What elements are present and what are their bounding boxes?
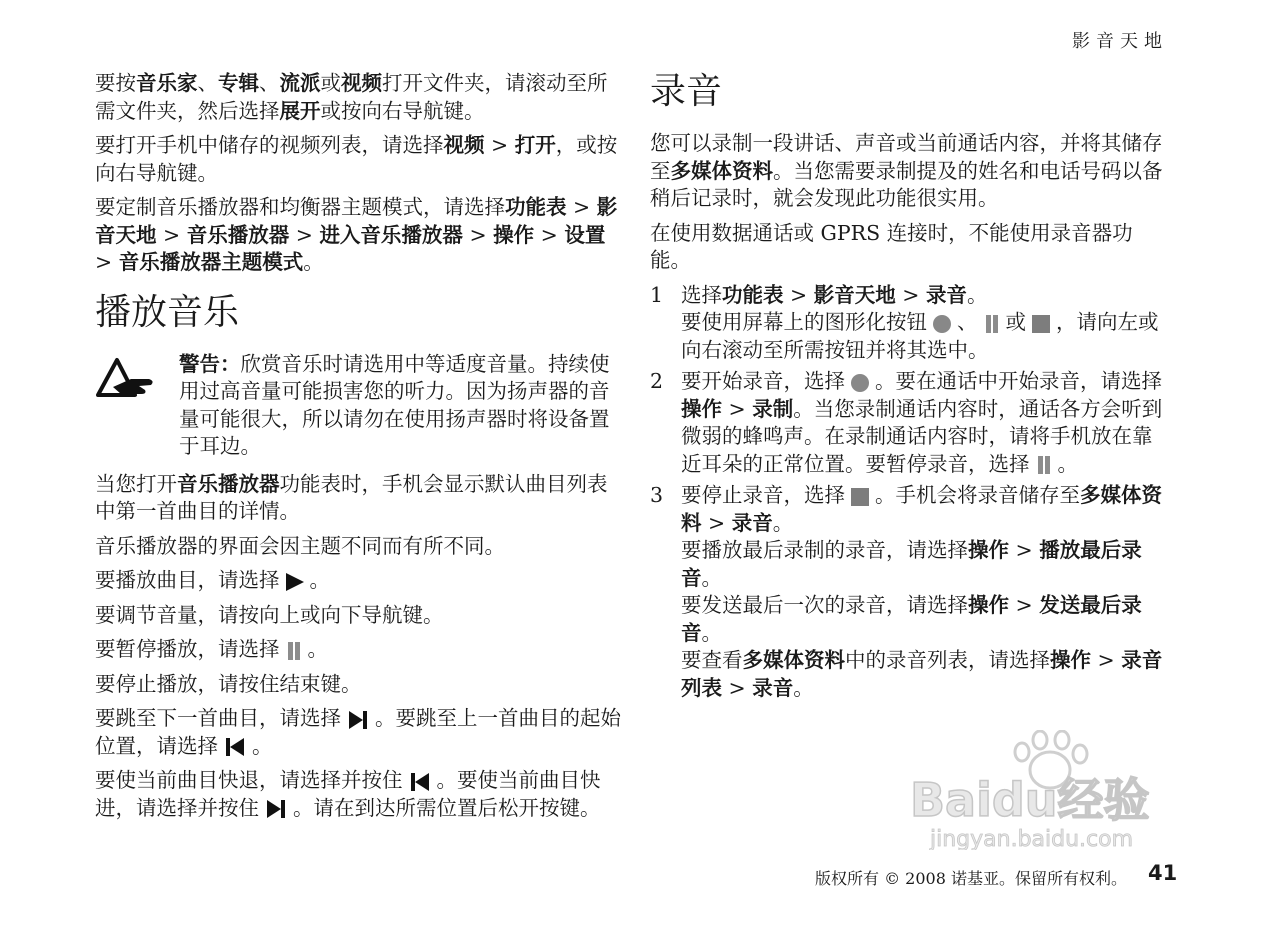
watermark-brand: Baidu经验: [910, 773, 1150, 827]
play-icon: [286, 573, 304, 591]
steps-list: [650, 282, 1170, 703]
record-icon: [851, 374, 869, 392]
pause-icon: [984, 315, 1000, 333]
watermark-url: jingyan.baidu.com: [930, 827, 1134, 850]
stop-icon: [1032, 315, 1050, 333]
previous-track-icon: [224, 736, 246, 758]
pause-icon: [286, 642, 302, 660]
paragraph-play: 要播放曲目，请选择 。: [95, 568, 330, 592]
paragraph-volume: 要调节音量，请按向上或向下导航键。: [95, 602, 444, 627]
copyright-footer: 版权所有 © 2008 诺基亚。保留所有权利。: [815, 869, 1127, 888]
fast-forward-icon: [265, 798, 287, 820]
warning-hand-icon: [95, 357, 157, 399]
next-track-icon: [347, 709, 369, 731]
pause-icon: [1036, 456, 1052, 474]
paragraph-seek: 要使当前曲目快退，请选择并按住 。要使当前曲目快进，请选择并按住 。请在到达所需位置后松开按键。: [95, 768, 601, 820]
paragraph-folders: 要按音乐家、专辑、流派或视频打开文件夹，请滚动至所需文件夹，然后选择展开或按向右导航键。: [95, 71, 608, 123]
paragraph-video-list: 要打开手机中储存的视频列表，请选择视频 > 打开，或按向右导航键。: [95, 133, 618, 185]
section-header: 影音天地: [1072, 31, 1168, 52]
record-icon: [933, 315, 951, 333]
list-item: 3 要停止录音，选择 。手机会将录音储存至多媒体资料 > 录音。 要播放最后录制的录音，请选择操作 > 播放最后录音。 要发送最后一次的录音，请选择操作 > 发送最后录音。 要查看多媒体资料中的录音列表，请选择操作 > 录音列表 > 录音。: [650, 483, 1163, 700]
paragraph-gprs-note: 在使用数据通话或 GPRS 连接时，不能使用录音器功能。: [650, 220, 1133, 272]
heading-play-music: 播放音乐: [95, 291, 240, 333]
heading-recorder: 录音: [650, 71, 723, 112]
baidu-watermark: [890, 730, 1180, 850]
paragraph-stop: 要停止播放，请按住结束键。: [95, 671, 362, 696]
list-item: 2 要开始录音，选择 。要在通话中开始录音，请选择操作 > 录制。当您录制通话内容时，通话各方会听到微弱的蜂鸣声。在录制通话内容时，请将手机放在靠近耳朵的正常位置。要暂停录音，选择 。: [650, 369, 1163, 476]
paragraph-theme-differs: 音乐播放器的界面会因主题不同而有所不同。: [95, 533, 505, 558]
right-column: [650, 70, 1170, 706]
stop-icon: [851, 488, 869, 506]
page-number: 41: [1148, 861, 1178, 885]
paragraph-recorder-intro: 您可以录制一段讲话、声音或当前通话内容，并将其储存至多媒体资料。当您需要录制提及的姓名和电话号码以备稍后记录时，就会发现此功能很实用。: [650, 131, 1163, 210]
paragraph-skip: 要跳至下一首曲目，请选择 。要跳至上一首曲目的起始位置，请选择 。: [95, 706, 621, 758]
warning-label: 警告：: [179, 351, 241, 376]
warning-text: 欣赏音乐时请选用中等适度音量。持续使用过高音量可能损害您的听力。因为扬声器的音量可能很大，所以请勿在使用扬声器时将设备置于耳边。: [179, 351, 610, 458]
paragraph-open-player: 当您打开音乐播放器功能表时，手机会显示默认曲目列表中第一首曲目的详情。: [95, 471, 608, 523]
list-item: 1 选择功能表 > 影音天地 > 录音。 要使用屏幕上的图形化按钮 、 或 ，请向左或向右滚动至所需按钮并将其选中。: [650, 282, 1159, 362]
paragraph-theme: 要定制音乐播放器和均衡器主题模式，请选择功能表 > 影音天地 > 音乐播放器 > 进入音乐播放器 > 操作 > 设置 > 音乐播放器主题模式。: [95, 195, 618, 274]
warning-block: [95, 351, 623, 461]
paragraph-pause: 要暂停播放，请选择 。: [95, 637, 328, 661]
left-column: [95, 70, 623, 829]
rewind-icon: [409, 771, 431, 793]
